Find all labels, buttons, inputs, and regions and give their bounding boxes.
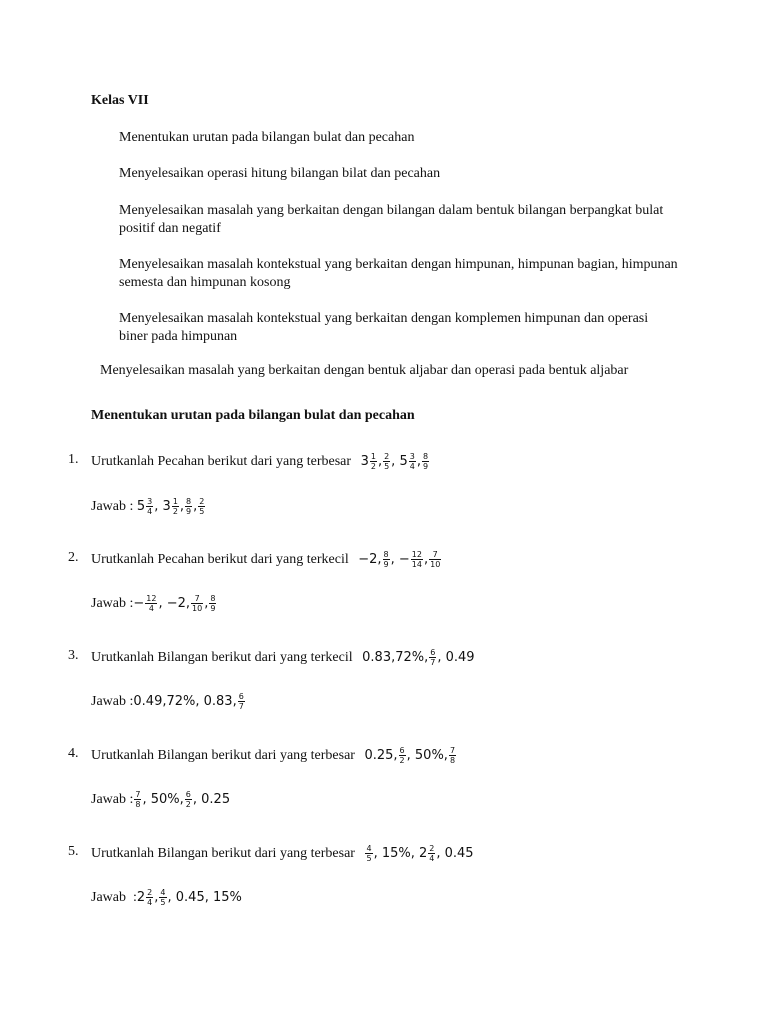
objective-item: Menyelesaikan masalah kontekstual yang berkaitan dengan komplemen himpunan dan operasi biner pada himpunan (119, 311, 649, 344)
question-number: 2. (68, 550, 79, 565)
section-title: Menentukan urutan pada bilangan bulat dan pecahan (91, 408, 415, 423)
question-item (68, 648, 475, 667)
answer-label: Jawab (91, 792, 126, 807)
answer-expression: $\frac{7}{8}$ , 50%, $\frac{6}{2}$ , 0.25 (135, 790, 231, 809)
objective-item: Menyelesaikan masalah yang berkaitan dengan bilangan dalam bentuk bilangan berpangkat bulat positif dan negatif (119, 203, 664, 236)
objective-item: Menyelesaikan masalah kontekstual yang berkaitan dengan himpunan, himpunan bagian, himpunan semesta dan himpunan kosong (119, 257, 678, 290)
objective-item: Menyelesaikan operasi hitung bilangan bilat dan pecahan (119, 166, 441, 181)
question-expression: −2, $\frac{8}{9}$ , − $\frac{12}{14}$ , $\frac{7}{10}$ (358, 550, 441, 569)
answer-expression: 0.49,72%, 0.83, $\frac{6}{7}$ (133, 692, 244, 711)
answer-label: Jawab (91, 694, 126, 709)
question-item (68, 844, 474, 863)
answer-item: Jawab : $\frac{7}{8}$ , 50%, $\frac{6}{2}$ , 0.25 (91, 790, 231, 809)
question-number: 5. (68, 844, 79, 859)
answer-item: Jawab : 5 $\frac{3}{4}$ , 3 $\frac{1}{2}$ , $\frac{8}{9}$ , $\frac{2}{5}$ (91, 497, 205, 516)
question-expression: 0.83,72%, $\frac{6}{7}$ , 0.49 (362, 648, 475, 667)
question-expression: $\frac{4}{5}$ , 15%, 2 $\frac{2}{4}$ , 0.45 (366, 844, 474, 863)
question-text: Urutkanlah Pecahan berikut dari yang terbesar (91, 454, 352, 469)
answer-label: Jawab (91, 499, 126, 514)
objective-item: Menyelesaikan masalah yang berkaitan dengan bentuk aljabar dan operasi pada bentuk aljabar (100, 363, 629, 378)
answer-expression: 2 $\frac{2}{4}$ , $\frac{4}{5}$ , 0.45, 15% (136, 888, 242, 907)
question-item (68, 550, 442, 569)
answer-item: Jawab :0.49,72%, 0.83, $\frac{6}{7}$ (91, 692, 244, 711)
question-text: Urutkanlah Pecahan berikut dari yang terkecil (91, 552, 349, 567)
answer-label: Jawab (91, 890, 126, 905)
page-title: Kelas VII (91, 93, 149, 108)
question-text: Urutkanlah Bilangan berikut dari yang terbesar (91, 748, 355, 763)
answer-expression: 5 $\frac{3}{4}$ , 3 $\frac{1}{2}$ , $\frac{8}{9}$ , $\frac{2}{5}$ (136, 497, 205, 516)
answer-item: Jawab :− $\frac{12}{4}$ , −2, $\frac{7}{10}$ , $\frac{8}{9}$ (91, 594, 216, 613)
answer-expression: − $\frac{12}{4}$ , −2, $\frac{7}{10}$ , $\frac{8}{9}$ (133, 594, 216, 613)
question-item (68, 746, 457, 765)
question-text: Urutkanlah Bilangan berikut dari yang terbesar (91, 846, 355, 861)
question-number: 1. (68, 452, 79, 467)
question-expression: 0.25, $\frac{6}{2}$ , 50%, $\frac{7}{8}$ (364, 746, 456, 765)
question-number: 4. (68, 746, 79, 761)
objective-item: Menentukan urutan pada bilangan bulat dan pecahan (119, 130, 415, 145)
question-item (68, 452, 430, 471)
question-number: 3. (68, 648, 79, 663)
answer-item: Jawab :2 $\frac{2}{4}$ , $\frac{4}{5}$ , 0.45, 15% (91, 888, 242, 907)
answer-label: Jawab (91, 596, 126, 611)
question-expression: 3 $\frac{1}{2}$ , $\frac{2}{5}$ , 5 $\frac{3}{4}$ , $\frac{8}{9}$ (360, 452, 429, 471)
question-text: Urutkanlah Bilangan berikut dari yang terkecil (91, 650, 353, 665)
